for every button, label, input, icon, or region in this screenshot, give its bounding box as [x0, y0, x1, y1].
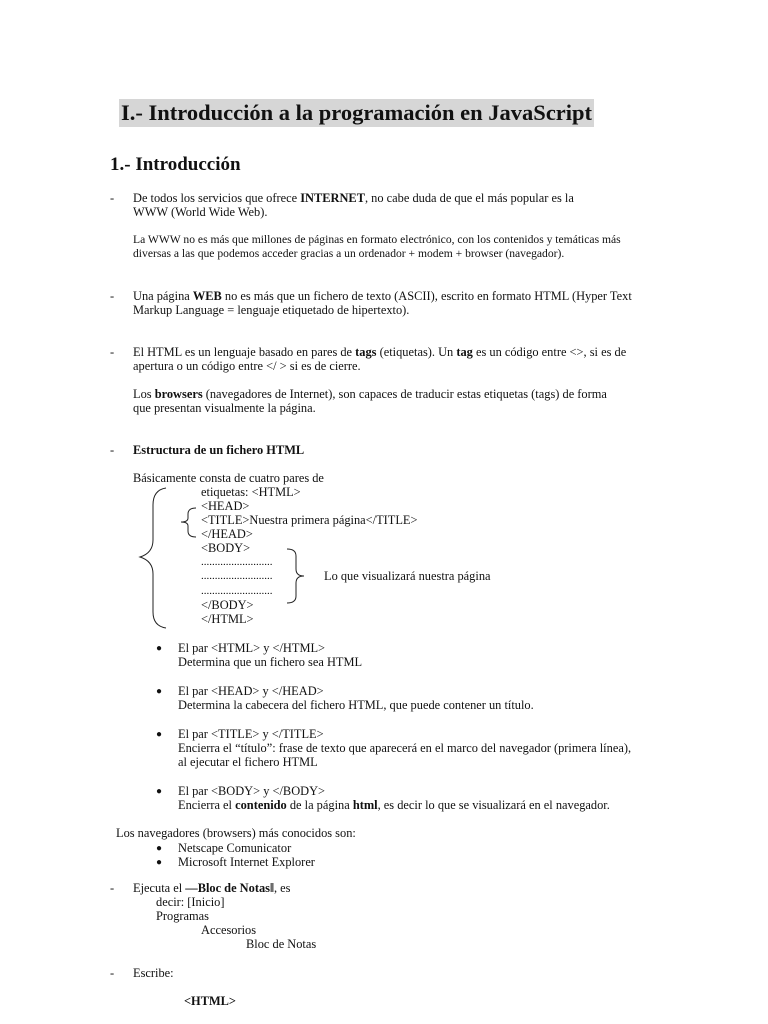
- structure-line: <TITLE>Nuestra primera página</TITLE>: [201, 513, 418, 527]
- structure-line: ..........................: [201, 585, 273, 597]
- browsers-intro: Los navegadores (browsers) más conocidos son:: [116, 826, 356, 840]
- structure-heading: Estructura de un fichero HTML: [133, 443, 305, 457]
- bullet-icon: ●: [156, 857, 163, 868]
- structure-line: ..........................: [201, 556, 273, 568]
- pair-title-title: El par <TITLE> y </TITLE>: [178, 727, 324, 741]
- bullet-icon: ●: [156, 729, 163, 740]
- structure-line: </BODY>: [201, 598, 254, 612]
- bullet-icon: ●: [156, 686, 163, 697]
- dash-marker: -: [110, 191, 115, 205]
- write-label: Escribe:: [133, 966, 174, 980]
- browser-item: Microsoft Internet Explorer: [178, 855, 315, 869]
- body-note: Lo que visualizará nuestra página: [324, 569, 491, 583]
- notepad-path-step: Bloc de Notas: [246, 937, 317, 951]
- paragraph-web-line-1: Una página WEB no es más que un fichero de texto (ASCII), escrito en formato HTML (Hyper Text: [133, 289, 632, 303]
- bullet-icon: ●: [156, 843, 163, 854]
- dash-marker: -: [110, 345, 115, 359]
- paragraph-www-line-2: diversas a las que podemos acceder gracias a un ordenador + modem + browser (navegador).: [133, 247, 565, 260]
- paragraph-internet-line-2: WWW (World Wide Web).: [133, 205, 268, 219]
- paragraph-web-line-2: Markup Language = lenguaje etiquetado de hipertexto).: [133, 303, 410, 317]
- structure-line: <BODY>: [201, 541, 251, 555]
- notepad-instruction: Ejecuta el ―Bloc de Notas‖, es: [133, 881, 291, 895]
- pair-title-desc-2: al ejecutar el fichero HTML: [178, 755, 318, 769]
- pair-head-desc: Determina la cabecera del fichero HTML, que puede contener un título.: [178, 698, 534, 712]
- paragraph-html-line-2: apertura o un código entre </ > si es de cierre.: [133, 359, 361, 373]
- structure-line: <HEAD>: [201, 499, 250, 513]
- pair-title-desc: Encierra el “título”: frase de texto que aparecerá en el marco del navegador (primera línea),: [178, 741, 632, 755]
- browser-item: Netscape Comunicator: [178, 841, 292, 855]
- bullet-icon: ●: [156, 643, 163, 654]
- body-brace: [287, 549, 304, 603]
- paragraph-browsers-line-2: que presentan visualmente la página.: [133, 401, 316, 415]
- dash-marker: -: [110, 966, 115, 980]
- paragraph-browsers-line-1: Los browsers (navegadores de Internet), son capaces de traducir estas etiquetas (tags) de forma: [133, 387, 607, 401]
- structure-line: </HEAD>: [201, 527, 253, 541]
- section-heading: 1.- Introducción: [110, 154, 241, 175]
- pair-body-desc: Encierra el contenido de la página html, es decir lo que se visualizará en el navegador.: [178, 798, 610, 812]
- code-html-tag: <HTML>: [184, 994, 236, 1008]
- pair-html-desc: Determina que un fichero sea HTML: [178, 655, 363, 669]
- structure-line: ..........................: [201, 570, 273, 582]
- pair-body-title: El par <BODY> y </BODY>: [178, 784, 326, 798]
- head-brace: [181, 508, 196, 537]
- structure-intro: Básicamente consta de cuatro pares de: [133, 471, 324, 485]
- pair-html-title: El par <HTML> y </HTML>: [178, 641, 326, 655]
- notepad-path-step: Accesorios: [201, 923, 257, 937]
- paragraph-www-line-1: La WWW no es más que millones de páginas en formato electrónico, con los contenidos y temáticas más: [133, 233, 621, 246]
- pair-head-title: El par <HEAD> y </HEAD>: [178, 684, 324, 698]
- dash-marker: -: [110, 289, 115, 303]
- notepad-path-step: Programas: [156, 909, 209, 923]
- notepad-path-step: decir: [Inicio]: [156, 895, 225, 909]
- dash-marker: -: [110, 443, 115, 457]
- bullet-icon: ●: [156, 786, 163, 797]
- html-brace: [140, 488, 166, 628]
- structure-line: </HTML>: [201, 612, 254, 626]
- structure-line: etiquetas: <HTML>: [201, 485, 301, 499]
- paragraph-internet-line-1: De todos los servicios que ofrece INTERNET, no cabe duda de que el más popular es la: [133, 191, 574, 205]
- page-title: I.- Introducción a la programación en JavaScript: [121, 100, 593, 125]
- dash-marker: -: [110, 881, 115, 895]
- paragraph-html-line-1: El HTML es un lenguaje basado en pares de tags (etiquetas). Un tag es un código entre <>, si es de: [133, 345, 627, 359]
